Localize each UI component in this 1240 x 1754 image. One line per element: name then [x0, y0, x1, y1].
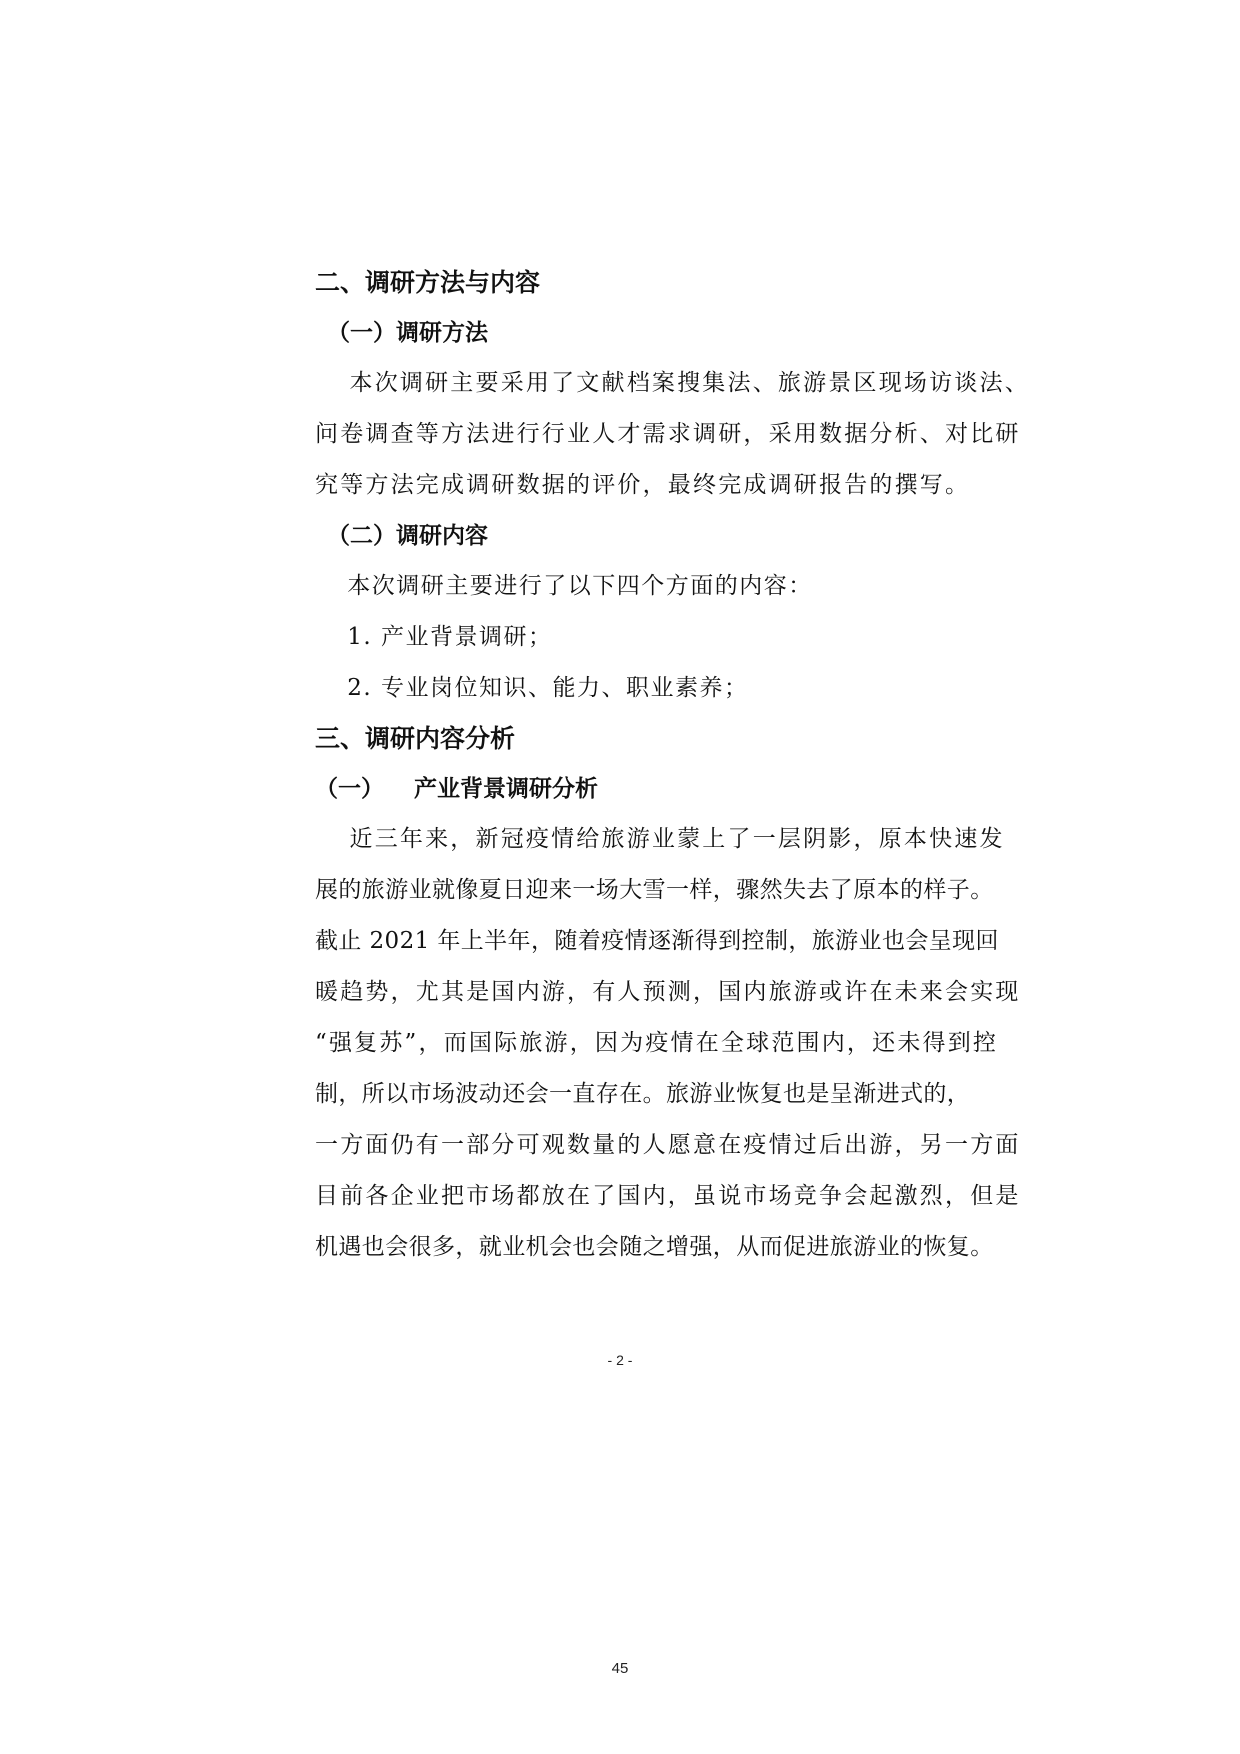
paragraph-line: 近三年来，新冠疫情给旅游业蒙上了一层阴影，原本快速发 — [349, 826, 1005, 852]
inner-page-marker: - 2 - — [607, 1352, 633, 1368]
paragraph-line: 目前各企业把市场都放在了国内，虽说市场竞争会起激烈，但是 — [315, 1183, 1021, 1209]
list-item: 2. 专业岗位知识、能力、职业素养； — [347, 675, 749, 701]
list-item: 1. 产业背景调研； — [347, 624, 553, 650]
paragraph-line: 本次调研主要采用了文献档案搜集法、旅游景区现场访谈法、 — [349, 370, 1030, 396]
paragraph-line: 机遇也会很多，就业机会也会随之增强，从而促进旅游业的恢复。 — [315, 1234, 994, 1260]
paragraph-industry-background — [315, 814, 1021, 1273]
paragraph-line: 究等方法完成调研数据的评价，最终完成调研报告的撰写。 — [315, 472, 971, 498]
paragraph-research-method — [315, 358, 1030, 511]
paragraph-line: 问卷调查等方法进行行业人才需求调研，采用数据分析、对比研 — [315, 421, 1021, 447]
subheading-text: 产业背景调研分析 — [414, 776, 598, 802]
page-content — [315, 258, 1030, 1273]
paragraph-line: 一方面仍有一部分可观数量的人愿意在疫情过后出游，另一方面 — [315, 1132, 1021, 1158]
section-heading-methods: 二、调研方法与内容 — [315, 268, 541, 297]
research-content-intro: 本次调研主要进行了以下四个方面的内容： — [347, 573, 813, 599]
subheading-research-method: （一）调研方法 — [327, 320, 488, 346]
paragraph-line: 暖趋势，尤其是国内游，有人预测，国内旅游或许在未来会实现 — [315, 979, 1021, 1005]
paragraph-line: 制，所以市场波动还会一直存在。旅游业恢复也是呈渐进式的， — [315, 1081, 971, 1107]
paragraph-line: “强复苏”，而国际旅游，因为疫情在全球范围内，还未得到控 — [315, 1030, 999, 1056]
subheading-research-content: （二）调研内容 — [327, 523, 488, 549]
paragraph-line: 展的旅游业就像夏日迎来一场大雪一样，骤然失去了原本的样子。 — [315, 877, 994, 903]
subheading-number: （一） — [315, 776, 384, 802]
subheading-industry-background — [315, 764, 975, 814]
section-heading-analysis: 三、调研内容分析 — [315, 724, 516, 753]
paragraph-line: 截止 2021 年上半年，随着疫情逐渐得到控制，旅游业也会呈现回 — [315, 928, 999, 954]
page-number: 45 — [611, 1660, 629, 1677]
